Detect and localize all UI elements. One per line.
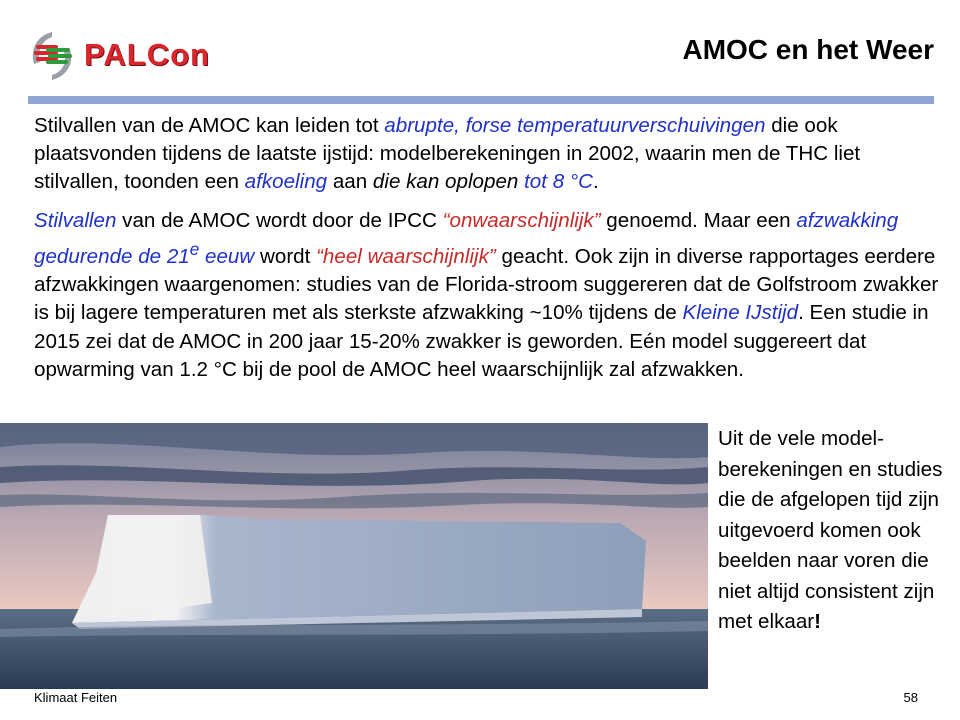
sidebar-note-text: Uit de vele model-berekeningen en studies die de afgelopen tijd zijn uitgevoerd komen ook beelden naar voren die niet altijd consistent zijn met elkaar — [718, 427, 943, 633]
sidebar-note-exclamation: ! — [814, 610, 822, 633]
p1-text-italic: die kan oplopen — [372, 170, 525, 194]
p2-highlight-stilvallen: Stilvallen — [34, 209, 117, 232]
sidebar-note — [718, 424, 954, 638]
p2-quote-heel-waarschijnlijk: “heel waarschijnlijk” — [316, 245, 496, 269]
p2-text-5: . Een studie in 2015 zei dat de AMOC in 200 jaar 15-20% zwakker is geworden. Eén model suggereert dat opwarming van 1.2 °C bij de pool de AMOC heel waarschijnlijk zal afzwakken. — [34, 301, 929, 381]
p2-eeuw-text: eeuw — [199, 245, 255, 269]
p1-highlight-afkoeling: afkoeling — [244, 170, 328, 194]
page-number: 58 — [903, 690, 918, 705]
p2-highlight-kleine-ijstijd: Kleine IJstijd — [682, 301, 799, 325]
p1-highlight-8c: tot 8 °C — [524, 170, 593, 194]
hands-globe-icon — [22, 28, 84, 84]
paragraph-2 — [34, 207, 940, 384]
p2-afzwakking-text: afzwakking gedurende de 21 — [34, 209, 899, 269]
p1-text-2: die ook plaatsvonden tijdens de laatste ijstijd: modelberekeningen in 2002, waarin men de THC liet stilvallen, toonden een — [34, 114, 861, 194]
slide-title: AMOC en het Weer — [682, 34, 934, 65]
footer-label: Klimaat Feiten — [34, 690, 118, 705]
p1-text-1: Stilvallen van de AMOC kan leiden tot — [34, 114, 385, 137]
p1-text-3: aan — [327, 170, 373, 194]
p2-text-3: wordt — [254, 245, 317, 269]
p2-text-2: genoemd. Maar een — [600, 209, 797, 232]
paragraph-1 — [34, 112, 940, 197]
p2-text-1: van de AMOC wordt door de IPCC — [116, 209, 443, 232]
logo-text: PALCon — [84, 37, 210, 72]
iceberg-photo — [0, 423, 708, 689]
p2-quote-onwaarschijnlijk: “onwaarschijnlijk” — [442, 209, 601, 232]
title-divider — [28, 96, 934, 104]
palcon-logo — [22, 28, 212, 84]
p1-text-4: . — [592, 170, 599, 194]
p1-highlight-abrupt: abrupte, forse temperatuurverschuivingen — [384, 114, 766, 137]
p2-superscript: e — [189, 239, 200, 260]
p2-text-4: geacht. Ook zijn in diverse rapportages eerdere afzwakkingen waargenomen: studies van de Florida-stroom suggereren dat de Golfstroom zwakker is bij lagere temperaturen met als sterkste afzwakking ~10% tijdens de — [34, 245, 939, 325]
